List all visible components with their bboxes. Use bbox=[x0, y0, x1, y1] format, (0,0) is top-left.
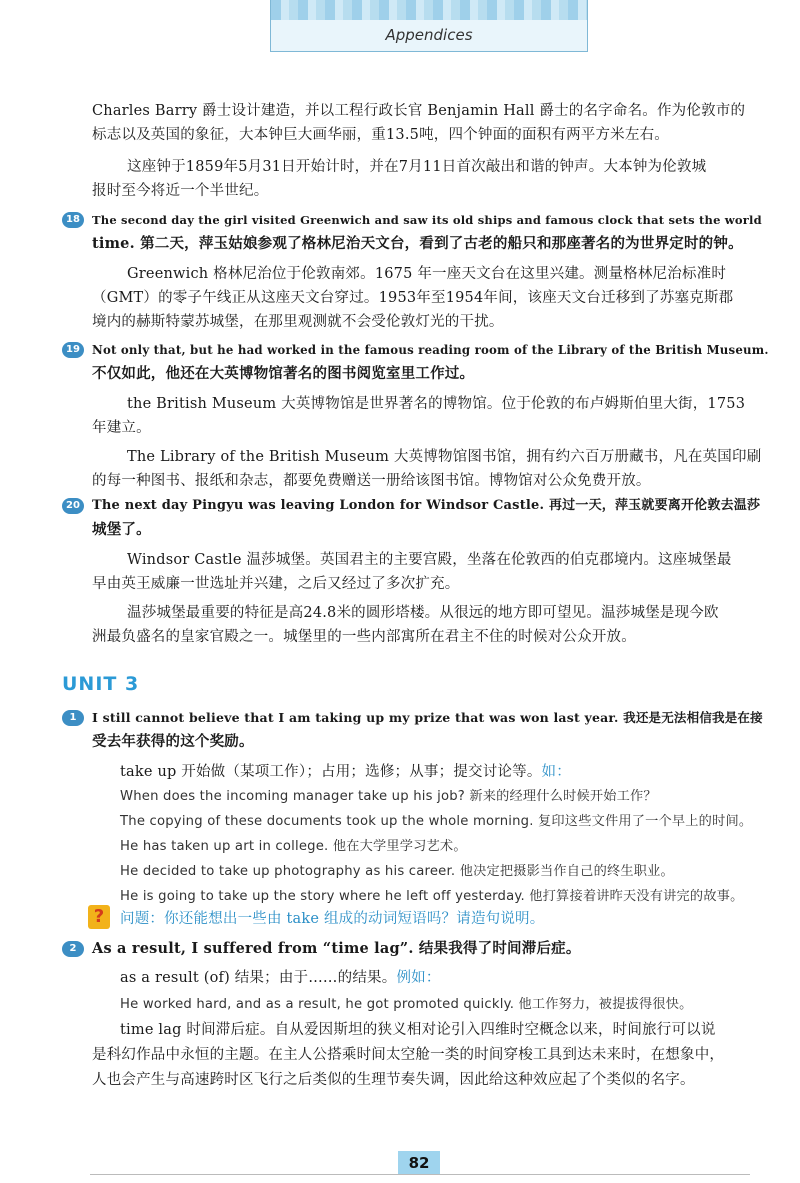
sentence-translation: 城堡了。 bbox=[92, 521, 151, 538]
text-line: 人也会产生与高速跨时区飞行之后类似的生理节奏失调，因此给这种效应起了个类似的名字。 bbox=[92, 1072, 695, 1088]
text-line: The Library of the British Museum 大英博物馆图书馆，拥有约六百万册藏书，凡在英国印刷 bbox=[127, 449, 762, 465]
item-number-badge: 19 bbox=[62, 342, 84, 358]
example-marker: 例如： bbox=[396, 970, 441, 986]
sentence-translation: 受去年获得的这个奖励。 bbox=[92, 733, 254, 750]
text-line: 标志以及英国的象征，大本钟巨大画华丽，重13.5吨，四个钟面的面积有两平方米左右。 bbox=[92, 127, 669, 143]
example-sentence: When does the incoming manager take up his job? 新来的经理什么时候开始工作？ bbox=[120, 789, 657, 804]
question-prompt: 问题：你还能想出一些由 take 组成的动词短语吗？请造句说明。 bbox=[120, 911, 545, 927]
sentence-english: I still cannot believe that I am taking up my prize that was won last year. 我还是无法相信我是在接 bbox=[92, 710, 763, 725]
text-line: 是科幻作品中永恒的主题。在主人公搭乘时间太空舱一类的时间穿梭工具到达未来时，在想象中， bbox=[92, 1047, 725, 1063]
footer-divider bbox=[90, 1174, 750, 1175]
header-banner bbox=[270, 0, 588, 52]
sentence-english: The next day Pingyu was leaving London for Windsor Castle. 再过一天，萍玉就要离开伦敦去温莎 bbox=[92, 498, 761, 513]
sentence-translation: time. 第二天，萍玉姑娘参观了格林尼治天文台，看到了古老的船只和那座著名的为世界定时的钟。 bbox=[92, 235, 743, 252]
example-sentence: He decided to take up photography as his career. 他决定把摄影当作自己的终生职业。 bbox=[120, 864, 674, 879]
example-sentence: He worked hard, and as a result, he got promoted quickly. 他工作努力，被提拔得很快。 bbox=[120, 997, 693, 1012]
text-line: 报时至今将近一个半世纪。 bbox=[92, 183, 269, 199]
section-title: Appendices bbox=[385, 26, 473, 44]
item-number-badge: 1 bbox=[62, 710, 84, 726]
header-decoration bbox=[271, 0, 587, 20]
definition-text: as a result (of) 结果；由于……的结果。 bbox=[120, 970, 397, 986]
text-line: 年建立。 bbox=[92, 420, 151, 436]
text-line: Greenwich 格林尼治位于伦敦南郊。1675 年一座天文台在这里兴建。测量格林尼治标准时 bbox=[127, 266, 727, 282]
example-sentence: He is going to take up the story where he left off yesterday. 他打算接着讲昨天没有讲完的故事。 bbox=[120, 889, 744, 904]
text-line: （GMT）的零子午线正从这座天文台穿过。1953年至1954年间，该座天文台迁移到了苏塞克斯郡 bbox=[92, 290, 734, 306]
sentence-english: Not only that, but he had worked in the famous reading room of the Library of the British Museum. bbox=[92, 343, 769, 357]
text-line: 这座钟于1859年5月31日开始计时，并在7月11日首次敲出和谐的钟声。大本钟为伦敦城 bbox=[127, 159, 707, 175]
definition-text: take up 开始做（某项工作）；占用；选修；从事；提交讨论等。 bbox=[120, 764, 542, 780]
phrase-definition bbox=[120, 761, 571, 783]
text-line: 境内的赫斯特蒙苏城堡，在那里观测就不会受伦敦灯光的干扰。 bbox=[92, 314, 504, 330]
text-line: Windsor Castle 温莎城堡。英国君主的主要宫殿，坐落在伦敦西的伯克郡境内。这座城堡最 bbox=[127, 552, 732, 568]
example-sentence: He has taken up art in college. 他在大学里学习艺术。 bbox=[120, 839, 467, 854]
text-line: Charles Barry 爵士设计建造，并以工程行政长官 Benjamin Hall 爵士的名字命名。作为伦敦市的 bbox=[92, 103, 746, 119]
question-icon: ? bbox=[88, 905, 110, 929]
item-number-badge: 20 bbox=[62, 498, 84, 514]
example-sentence: The copying of these documents took up the whole morning. 复印这些文件用了一个早上的时间。 bbox=[120, 814, 753, 829]
text-line: time lag 时间滞后症。自从爱因斯坦的狭义相对论引入四维时空概念以来，时间旅行可以说 bbox=[120, 1022, 716, 1038]
page-number: 82 bbox=[398, 1151, 440, 1175]
phrase-definition bbox=[120, 967, 441, 989]
example-marker: 如： bbox=[541, 764, 571, 780]
sentence-english: As a result, I suffered from “time lag”. 结果我得了时间滞后症。 bbox=[92, 940, 581, 957]
unit-heading: UNIT 3 bbox=[62, 673, 140, 695]
sentence-english: The second day the girl visited Greenwich and saw its old ships and famous clock that sets the world bbox=[92, 213, 762, 227]
text-line: 早由英王威廉一世选址并兴建，之后又经过了多次扩充。 bbox=[92, 576, 460, 592]
item-number-badge: 2 bbox=[62, 941, 84, 957]
text-line: 洲最负盛名的皇家官殿之一。城堡里的一些内部寓所在君主不住的时候对公众开放。 bbox=[92, 629, 636, 645]
sentence-translation: 不仅如此，他还在大英博物馆著名的图书阅览室里工作过。 bbox=[92, 365, 475, 382]
text-line: the British Museum 大英博物馆是世界著名的博物馆。位于伦敦的布卢姆斯伯里大街，1753 bbox=[127, 396, 746, 412]
text-line: 的每一种图书、报纸和杂志，都要免费赠送一册给该图书馆。博物馆对公众免费开放。 bbox=[92, 473, 651, 489]
item-number-badge: 18 bbox=[62, 212, 84, 228]
text-line: 温莎城堡最重要的特征是高24.8米的圆形塔楼。从很远的地方即可望见。温莎城堡是现今欧 bbox=[127, 605, 719, 621]
